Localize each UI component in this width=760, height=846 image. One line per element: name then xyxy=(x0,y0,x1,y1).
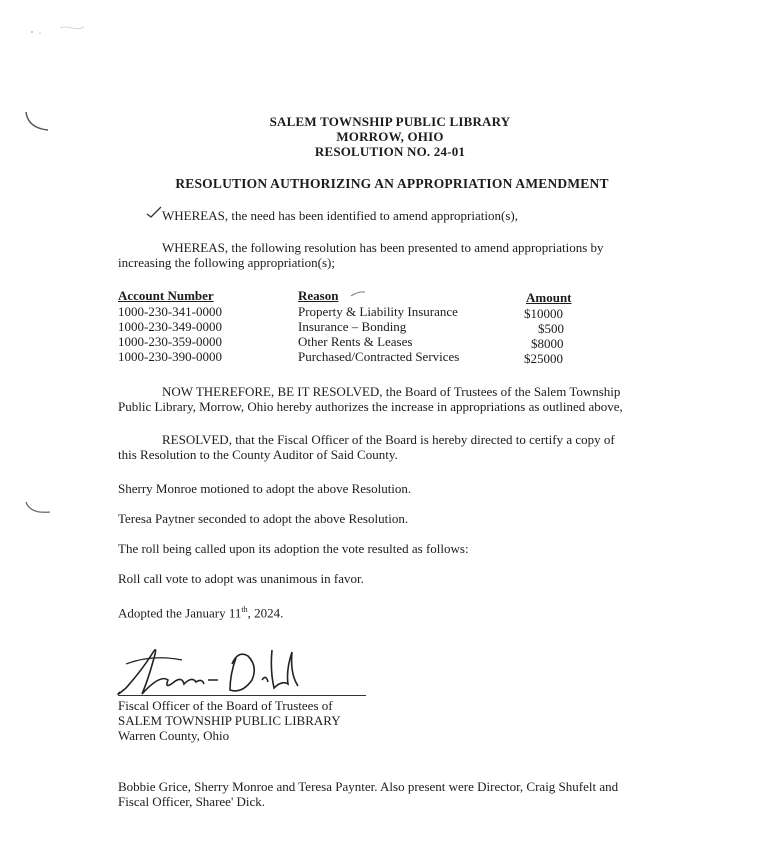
signer-title-line2: SALEM TOWNSHIP PUBLIC LIBRARY xyxy=(118,713,341,728)
resolved-certify-line2: this Resolution to the County Auditor of Said County. xyxy=(118,447,398,462)
adopted-date xyxy=(118,602,283,620)
attendance-line1: Bobbie Grice, Sherry Monroe and Teresa Paynter. Also present were Director, Craig Shufelt and xyxy=(118,779,619,794)
motion-statement: Sherry Monroe motioned to adopt the above Resolution. xyxy=(118,481,412,496)
account-number-cell: 1000-230-349-0000 xyxy=(118,319,222,334)
account-number-cell: 1000-230-341-0000 xyxy=(118,304,222,319)
account-number-header: Account Number xyxy=(118,288,214,303)
city-heading: MORROW, OHIO xyxy=(336,129,444,144)
reason-cell: Insurance – Bonding xyxy=(298,319,407,334)
scan-artifact xyxy=(30,22,90,36)
whereas-presented-line2: increasing the following appropriation(s); xyxy=(118,255,335,270)
check-mark-icon xyxy=(146,206,162,218)
margin-mark-middle xyxy=(22,498,52,522)
adopted-date-suffix-ordinal: th xyxy=(241,605,248,614)
resolution-title: RESOLUTION AUTHORIZING AN APPROPRIATION AMENDMENT xyxy=(175,176,609,191)
amount-cell: $500 xyxy=(538,321,564,336)
roll-call-statement: The roll being called upon its adoption the vote resulted as follows: xyxy=(118,541,469,556)
reason-cell: Purchased/Contracted Services xyxy=(298,349,460,364)
attendance-line2: Fiscal Officer, Sharee' Dick. xyxy=(118,794,266,809)
reason-header: Reason xyxy=(298,288,339,303)
signer-title-line1: Fiscal Officer of the Board of Trustees of xyxy=(118,698,333,713)
amount-cell: $25000 xyxy=(524,351,563,366)
handwritten-signature xyxy=(112,640,312,702)
now-therefore-line1: NOW THEREFORE, BE IT RESOLVED, the Board of Trustees of the Salem Township xyxy=(162,384,621,399)
reason-cell: Other Rents & Leases xyxy=(298,334,413,349)
second-statement: Teresa Paytner seconded to adopt the above Resolution. xyxy=(118,511,409,526)
whereas-need-paragraph: WHEREAS, the need has been identified to amend appropriation(s), xyxy=(162,208,518,223)
library-name-heading: SALEM TOWNSHIP PUBLIC LIBRARY xyxy=(269,114,511,129)
adopted-date-prefix: Adopted the January 11 xyxy=(118,605,242,621)
adopted-date-year: , 2024. xyxy=(247,605,284,621)
now-therefore-line2: Public Library, Morrow, Ohio hereby authorizes the increase in appropriations as outlined above, xyxy=(118,399,623,414)
whereas-presented-line1: WHEREAS, the following resolution has been presented to amend appropriations by xyxy=(162,240,604,255)
stray-pen-mark xyxy=(350,290,366,298)
signer-title-line3: Warren County, Ohio xyxy=(118,728,230,743)
amount-cell: $8000 xyxy=(531,336,564,351)
account-number-cell: 1000-230-390-0000 xyxy=(118,349,222,364)
resolution-number-heading: RESOLUTION NO. 24-01 xyxy=(314,144,466,159)
amount-cell: $10000 xyxy=(524,306,563,321)
signature-line xyxy=(118,695,366,696)
resolved-certify-line1: RESOLVED, that the Fiscal Officer of the Board is hereby directed to certify a copy of xyxy=(162,432,615,447)
vote-result-statement: Roll call vote to adopt was unanimous in favor. xyxy=(118,571,364,586)
amount-header: Amount xyxy=(526,290,572,305)
reason-cell: Property & Liability Insurance xyxy=(298,304,458,319)
account-number-cell: 1000-230-359-0000 xyxy=(118,334,222,349)
